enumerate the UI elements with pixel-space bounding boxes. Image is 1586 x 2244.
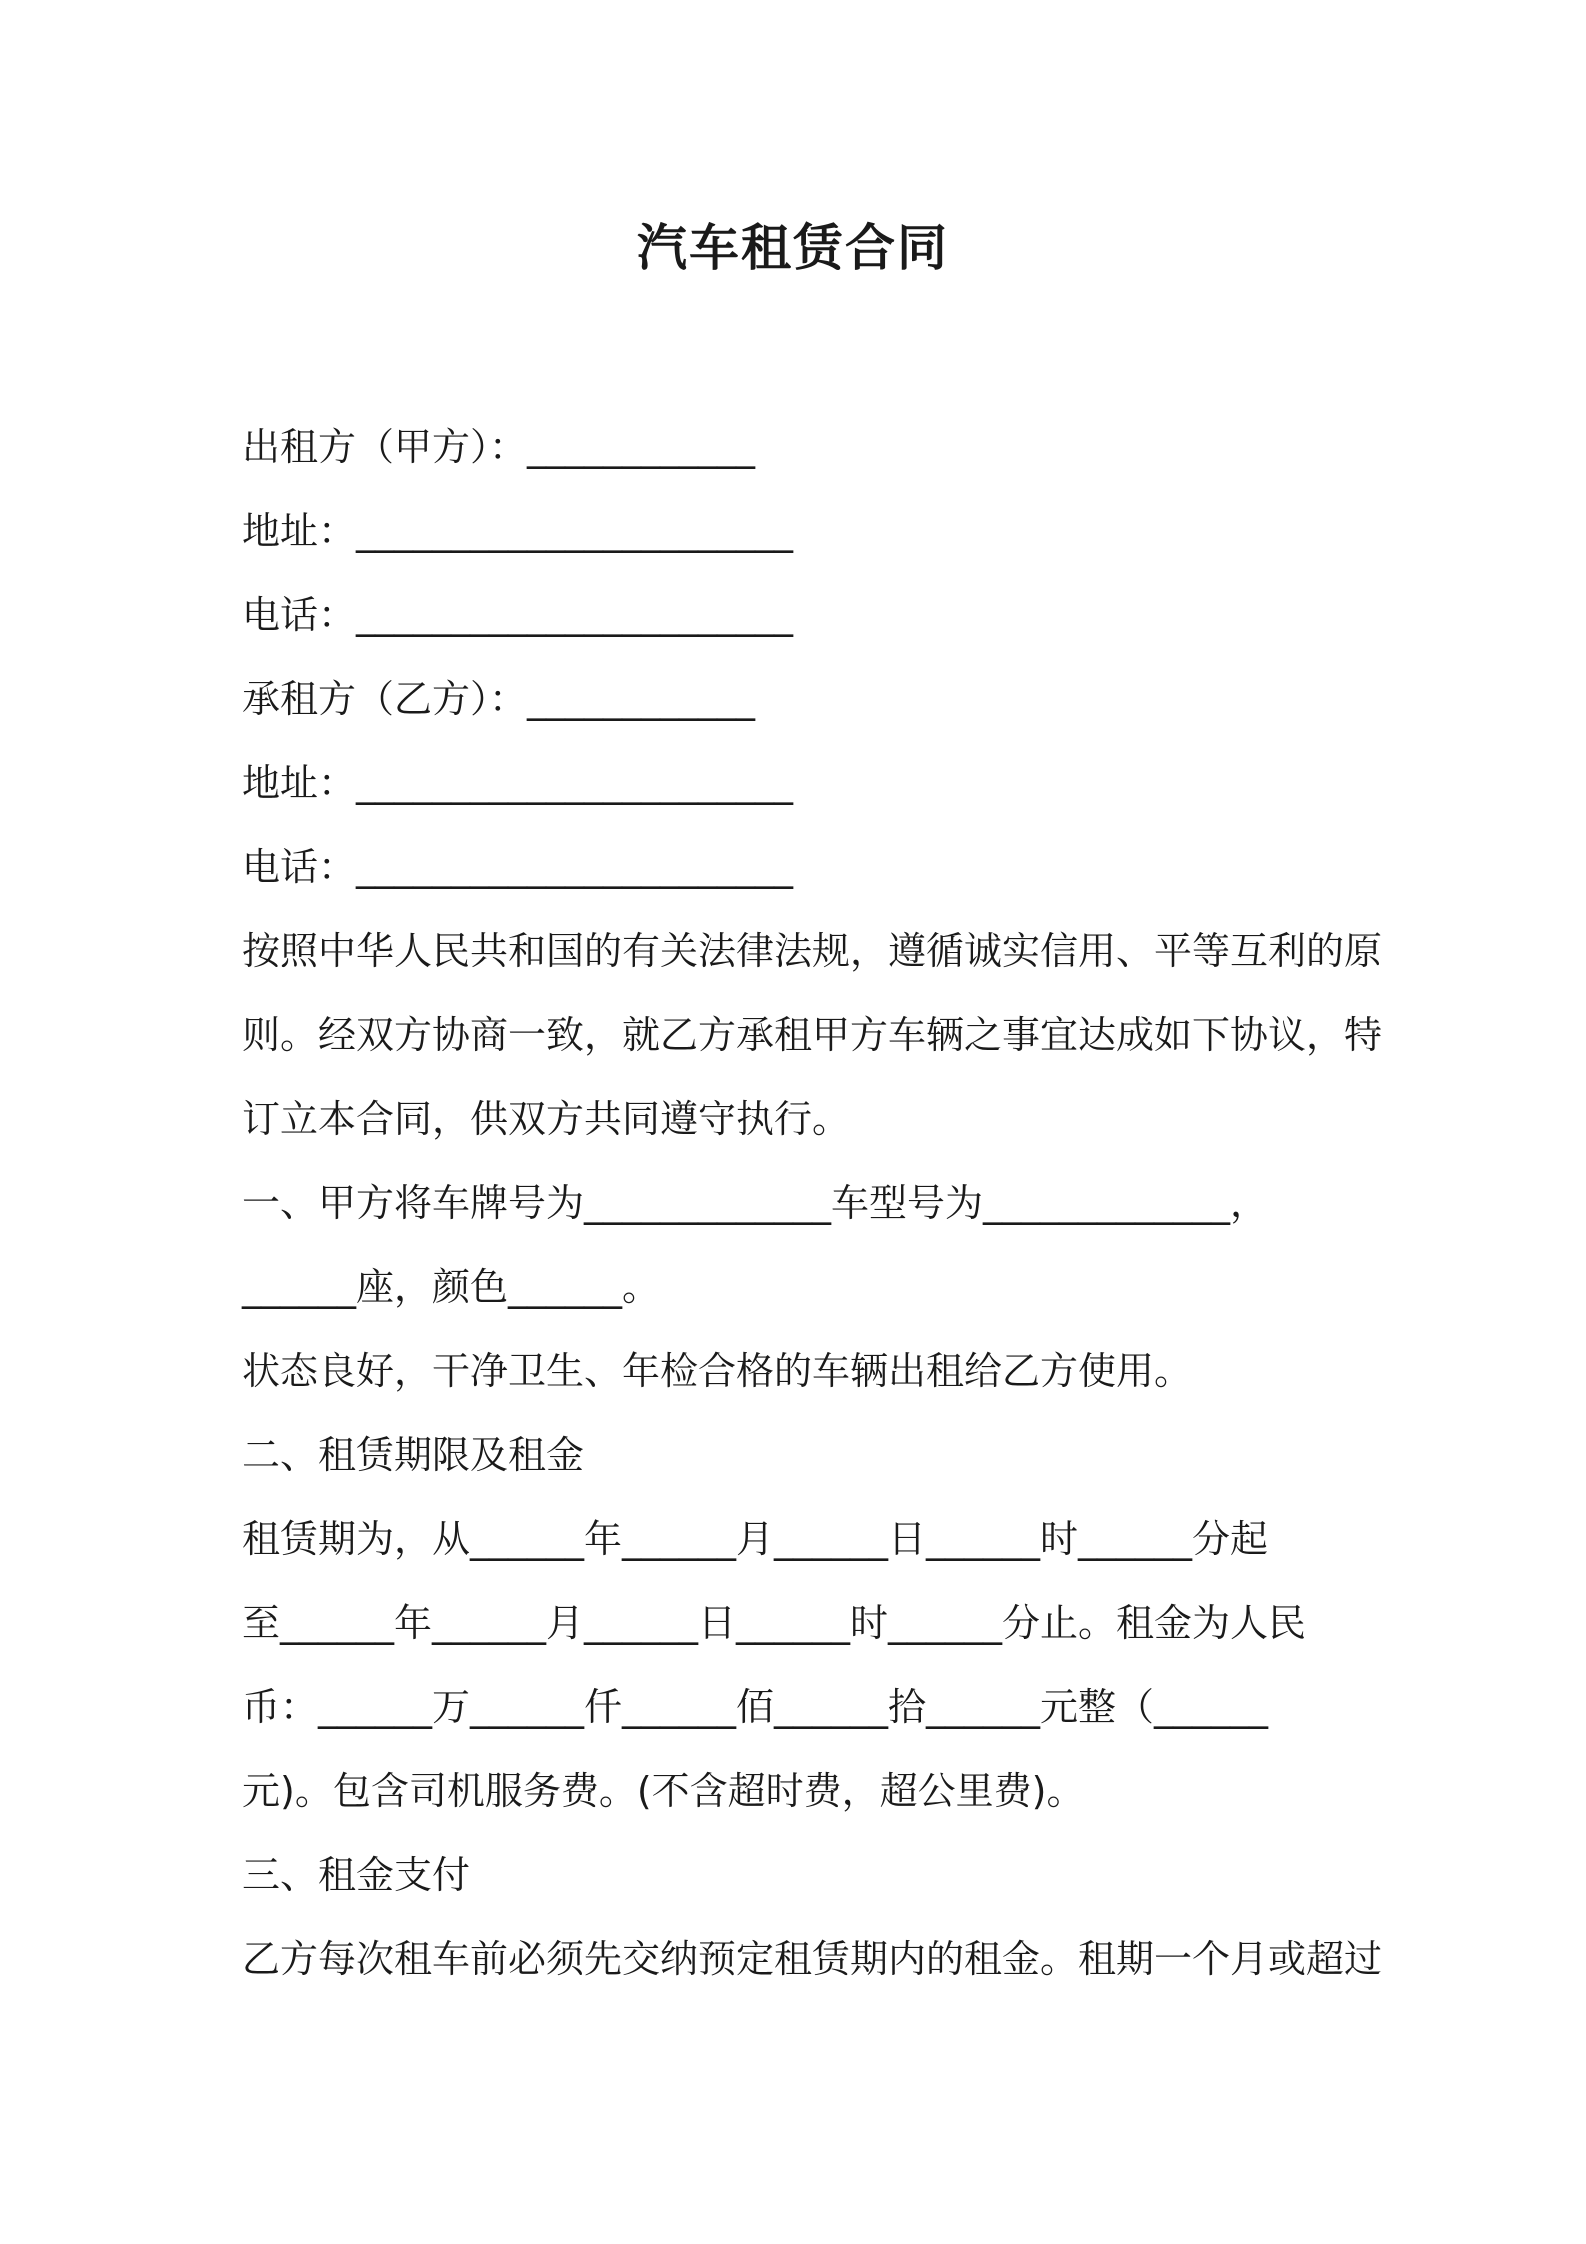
lessor-party-line: 出租方（甲方）：____________ [242, 425, 756, 469]
document-title: 汽车租赁合同 [637, 219, 949, 277]
clause-2-line-2: 至______年______月______日______时______分止。租金为人民 [242, 1601, 1307, 1645]
document-body [242, 405, 1383, 2001]
clause-1-line-1: 一、甲方将车牌号为_____________车型号为_____________， [242, 1181, 1269, 1225]
lessee-party-line: 承租方（乙方）：____________ [242, 677, 756, 721]
clause-2-line-3: 币：______万______仟______佰______拾______元整（______ [242, 1685, 1269, 1729]
clause-3-line-1: 乙方每次租车前必须先交纳预定租赁期内的租金。租期一个月或超过 [242, 1937, 1383, 1981]
lessor-phone-line: 电话：_______________________ [242, 593, 794, 637]
clause-2-line-1: 租赁期为，从______年______月______日______时______分起 [242, 1517, 1269, 1561]
clause-3-heading: 三、租金支付 [242, 1853, 471, 1897]
lessor-address-line: 地址：_______________________ [242, 509, 794, 553]
preamble-line-3: 订立本合同，供双方共同遵守执行。 [242, 1097, 851, 1141]
clause-2-heading: 二、租赁期限及租金 [242, 1433, 585, 1477]
clause-1-line-3: 状态良好，干净卫生、年检合格的车辆出租给乙方使用。 [242, 1349, 1193, 1393]
preamble-line-1: 按照中华人民共和国的有关法律法规，遵循诚实信用、平等互利的原 [242, 929, 1383, 973]
preamble-line-2: 则。经双方协商一致，就乙方承租甲方车辆之事宜达成如下协议，特 [242, 1013, 1383, 1057]
clause-1-line-2: ______座，颜色______。 [242, 1265, 661, 1309]
clause-2-line-4: 元)。包含司机服务费。(不含超时费，超公里费)。 [242, 1769, 1085, 1813]
lessee-address-line: 地址：_______________________ [242, 761, 794, 805]
lessee-phone-line: 电话：_______________________ [242, 845, 794, 889]
